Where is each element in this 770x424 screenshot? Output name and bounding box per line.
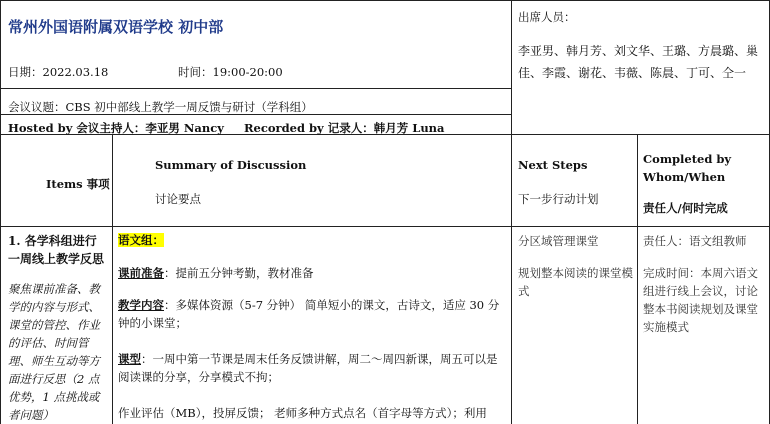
content-label: 教学内容 — [118, 298, 164, 312]
col-header-completed: Completed by Whom/When — [643, 152, 732, 184]
next-step-2: 规划整本阅读的课堂模式 — [518, 266, 633, 298]
type-text: ：一周中第一节课是周末任务反馈讲解，周二～周四新课，周五可以是阅读课的分享，分享模式不拘； — [118, 352, 498, 384]
summary-group-label — [118, 232, 164, 248]
summary-content — [118, 296, 506, 332]
rule-next-divider — [637, 134, 638, 424]
col-header-summary-zh: 讨论要点 — [155, 192, 201, 206]
col-header-summary: Summary of Discussion — [155, 158, 307, 172]
prep-label: 课前准备 — [118, 266, 164, 280]
item-title: 1. 各学科组进行一周线上教学反思 — [8, 234, 105, 266]
summary-eval: 作业评估（MB），投屏反馈； 老师多种方式点名（首字母等方式）；利用 — [118, 406, 487, 420]
group-highlight: 语文组： — [118, 233, 164, 247]
prep-text: ：提前五分钟考勤，教材准备 — [164, 266, 314, 280]
col-header-next-steps: Next Steps — [518, 158, 588, 172]
summary-type — [118, 350, 506, 386]
attendees-names: 李亚男、韩月芳、刘文华、王璐、方晨璐、巢佳、李霞、谢花、韦薇、陈晨、丁可、仝一 — [518, 44, 759, 80]
col-header-items: Items 事项 — [46, 177, 110, 191]
content-text: ：多媒体资源（5-7 分钟） 简单短小的课文，古诗文，适应 30 分钟的小课堂； — [118, 298, 500, 330]
type-label: 课型 — [118, 352, 141, 366]
item-description: 聚焦课前准备、教学的内容与形式、课堂的管控、作业的评估、时间管理、师生互动等方面进行反思（2 点优势，1 点挑战或者问题） — [8, 282, 100, 422]
meeting-time: 时间：19:00-20:00 — [178, 65, 283, 79]
col-header-next-steps-zh: 下一步行动计划 — [518, 192, 599, 206]
school-title: 常州外国语附属双语学校 初中部 — [8, 18, 224, 36]
rule-under-time — [0, 88, 511, 89]
rule-attendee-divider — [511, 0, 512, 424]
attendees-label: 出席人员： — [518, 10, 576, 24]
rule-top — [0, 0, 770, 1]
meeting-topic: 会议议题：CBS 初中部线上教学一周反馈与研讨（学科组） — [8, 100, 313, 114]
meeting-host: Hosted by 会议主持人：李亚男 Nancy — [8, 121, 224, 135]
meeting-recorder: Recorded by 记录人：韩月芳 Luna — [244, 121, 445, 135]
meeting-date: 日期：2022.03.18 — [8, 65, 109, 79]
completed-owner: 责任人：语文组教师 — [643, 234, 747, 248]
completed-when: 完成时间：本周六语文组进行线上会议，讨论整本书阅读规划及课堂实施模式 — [643, 266, 758, 334]
next-step-1: 分区域管理课堂 — [518, 234, 599, 248]
rule-items-divider — [112, 134, 113, 424]
col-header-completed-zh: 责任人/何时完成 — [643, 201, 728, 215]
summary-prep — [118, 264, 506, 282]
rule-left — [0, 0, 1, 424]
rule-under-headers — [0, 226, 770, 227]
